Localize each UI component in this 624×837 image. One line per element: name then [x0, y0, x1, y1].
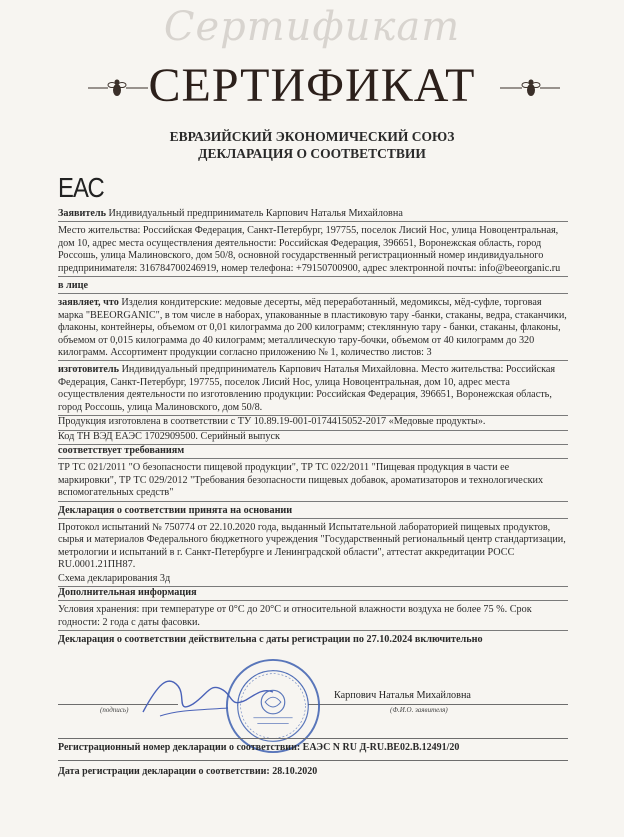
applicant-name: Индивидуальный предприниматель Карпович Наталья Михайловна	[105, 208, 403, 219]
manufacturer-text: Индивидуальный предприниматель Карпович Наталья Михайловна. Место жительства: Российская Федерация, Санкт-Петербург, 197755, поселок Лисий Нос, улица Новоцентральная, дом 10, адрес места осуществления деятельности по изготовлению продукции: Российская Федерация, 396651, Воронежская область, город Россошь, улица Малиновского, дом 50/8.	[58, 364, 556, 413]
union-title: ЕВРАЗИЙСКИЙ ЭКОНОМИЧЕСКИЙ СОЮЗ	[169, 129, 455, 144]
declares-row	[58, 297, 568, 361]
applicant-signature-name: Карпович Наталья Михайловна	[334, 690, 471, 701]
requirements-text: ТР ТС 021/2011 "О безопасности пищевой продукции", ТР ТС 022/2011 "Пищевая продукция в части ее маркировки", ТР ТС 029/2012 "Требования безопасности пищевых добавок, ароматизаторов и технологических вспомогательных средств"	[58, 462, 568, 501]
applicant-label: Заявитель	[58, 208, 106, 219]
additional-text: Условия хранения: при температуре от 0°С до 20°С и относительной влажности воздуха не более 75 %. Срок годности: 2 года с даты фасовки.	[58, 604, 568, 631]
in-person-label: в лице	[58, 280, 568, 294]
registration-number: Регистрационный номер декларации о соответствии: ЕАЭС N RU Д-RU.ВЕ02.В.12491/20	[58, 742, 460, 753]
scheme-text: Схема декларирования 3д	[58, 573, 568, 587]
eac-mark: ЕАС	[58, 172, 104, 203]
banner	[0, 58, 624, 114]
bee-icon	[470, 70, 560, 106]
validity-text: Декларация о соответствии действительна с даты регистрации по 27.10.2024 включительно	[58, 634, 483, 646]
watermark-script: Сертификат	[163, 4, 461, 50]
sign-caption: (подпись)	[100, 706, 129, 714]
manufacturer-row	[58, 364, 568, 416]
banner-title: СЕРТИФИКАТ	[148, 59, 476, 112]
declares-text: Изделия кондитерские: медовые десерты, мёд переработанный, медомиксы, мёд-суфле, торговая марка "BEEORGANIC", в том числе в наборах, упакованные в пластиковую тару -банки, стаканы, ведра, стаканчики, флаконы, контейнеры, объемом от 0,01 килограмма до 200 килограмм; стеклянную тару - банки, стаканы, флаконы, объемом от 0,015 килограмма до 40 килограмм; металлическую тару-бочки, объемом от 40 килограмм до 320 килограмм. Ассортимент продукции согласно приложению № 1, количество листов: 3	[58, 297, 567, 359]
requirements-label: соответствует требованиям	[58, 445, 568, 459]
additional-label: Дополнительная информация	[58, 587, 568, 601]
manufacturer-label: изготовитель	[58, 364, 120, 376]
basis-text: Протокол испытаний № 750774 от 22.10.2020 года, выданный Испытательной лабораторией пищевых продуктов, сырья и материалов Федерального бюджетного учреждения "Государственный региональный центр стандартизации, метрологии и испытаний в г. Санкт-Петербурге и Ленинградской области", аттестат аккредитации РОСС RU.0001.21ПН87.	[58, 521, 566, 571]
name-caption: (Ф.И.О. заявителя)	[390, 706, 448, 714]
bee-ornament-right	[470, 70, 560, 106]
product-code: Код ТН ВЭД ЕАЭС 1702909500. Серийный выпуск	[58, 431, 568, 445]
round-seal-stamp-icon	[224, 657, 322, 755]
declaration-body	[58, 208, 568, 648]
applicant-row	[58, 208, 568, 222]
declaration-title: ДЕКЛАРАЦИЯ О СООТВЕТСТВИИ	[198, 146, 426, 161]
residence-text: Место жительства: Российская Федерация, Санкт-Петербург, 197755, поселок Лисий Нос, улица Новоцентральная, дом 10, адрес места осуществления деятельности: Российская Федерация, 396651, Воронежская область, город Россошь, улица Малиновского, дом 50/8, основной государственный регистрационный номер индивидуального предпринимателя: 316784700246919, номер телефона: +79150700900, адрес электронной почты: info@beeorganic.ru	[58, 225, 568, 277]
basis-label: Декларация о соответствии принята на основании	[58, 505, 568, 519]
produced-text: Продукция изготовлена в соответствии с ТУ 10.89.19-001-0174415052-2017 «Медовые продукты».	[58, 416, 568, 430]
registration-date: Дата регистрации декларации о соответствии: 28.10.2020	[58, 766, 318, 777]
document-header	[0, 128, 624, 162]
declares-label: заявляет, что	[58, 297, 119, 309]
